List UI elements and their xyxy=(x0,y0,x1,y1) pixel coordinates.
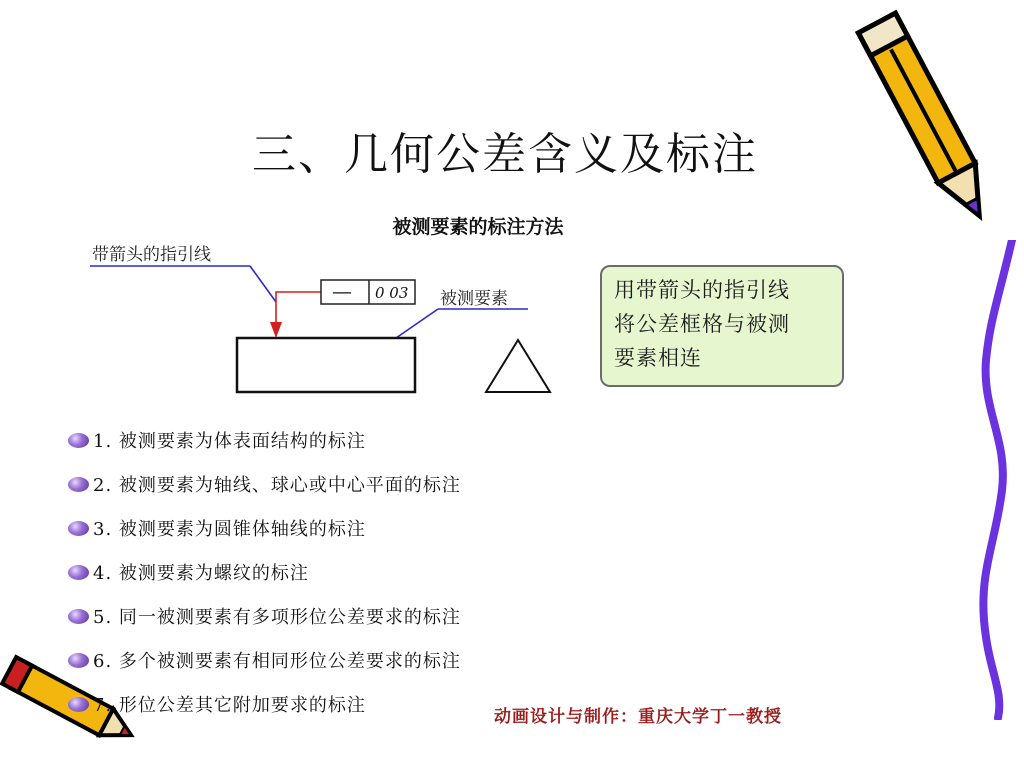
bullet-icon xyxy=(68,565,89,580)
frame-symbol: — xyxy=(332,279,352,303)
callout-text: 用带箭头的指引线 将公差框格与被测 要素相连 xyxy=(614,278,790,370)
leader-label: 带箭头的指引线 xyxy=(92,245,211,265)
list-item[interactable] xyxy=(68,594,461,638)
credit-text: 动画设计与制作：重庆大学丁一教授 xyxy=(494,707,782,727)
bullet-icon xyxy=(68,477,89,492)
triangle-shape xyxy=(486,340,550,392)
frame-connector xyxy=(276,292,321,328)
page-title: 三、几何公差含义及标注 xyxy=(252,129,758,180)
list-item-label: 2. 被测要素为轴线、球心或中心平面的标注 xyxy=(93,475,461,496)
element-leader xyxy=(396,309,438,338)
bullet-icon xyxy=(68,697,89,712)
list-item-label: 1. 被测要素为体表面结构的标注 xyxy=(93,431,366,452)
list-item-label: 5. 同一被测要素有多项形位公差要求的标注 xyxy=(93,607,461,628)
list-item[interactable] xyxy=(68,550,461,594)
list-item-label: 6. 多个被测要素有相同形位公差要求的标注 xyxy=(93,651,461,672)
section-subtitle: 被测要素的标注方法 xyxy=(392,216,564,238)
list-item[interactable] xyxy=(68,506,461,550)
arrow-head xyxy=(270,322,282,338)
list-item[interactable] xyxy=(68,682,461,726)
leader-line xyxy=(250,266,276,302)
list-item-label: 7. 形位公差其它附加要求的标注 xyxy=(93,695,366,716)
measured-element-rect xyxy=(237,338,415,392)
list-item[interactable] xyxy=(68,462,461,506)
frame-value: 0 03 xyxy=(375,284,409,302)
explanation-callout xyxy=(600,265,844,387)
element-label: 被测要素 xyxy=(440,289,508,309)
squiggle-line xyxy=(968,240,1024,720)
list-item[interactable] xyxy=(68,418,461,462)
tolerance-diagram xyxy=(80,236,560,406)
list-item-label: 3. 被测要素为圆锥体轴线的标注 xyxy=(93,519,366,540)
bullet-icon xyxy=(68,653,89,668)
list-item-label: 4. 被测要素为螺纹的标注 xyxy=(93,563,309,584)
bullet-icon xyxy=(68,521,89,536)
bullet-icon xyxy=(68,433,89,448)
topic-list xyxy=(68,418,461,726)
bullet-icon xyxy=(68,609,89,624)
list-item[interactable] xyxy=(68,638,461,682)
